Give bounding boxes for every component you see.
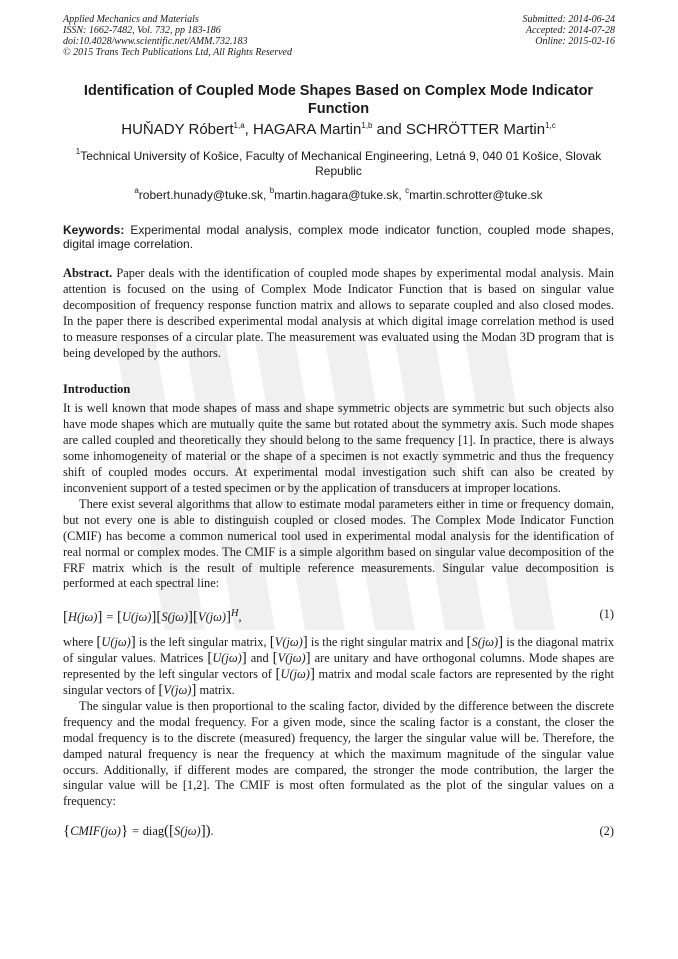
eq1-u: U(jω) bbox=[121, 610, 152, 625]
equation-number-2: (2) bbox=[599, 824, 614, 839]
keywords bbox=[63, 223, 614, 251]
submitted-date: Submitted: 2014-06-24 bbox=[522, 14, 615, 25]
affiliation-text: Technical University of Košice, Faculty of Mechanical Engineering, Letná 9, 040 01 Košice, Slovak Republic bbox=[80, 149, 602, 178]
equation-1: $[H(j\omega)] = [U(j\omega)][S(j\omega)][V(j\omega)]^H$, (1) bbox=[63, 603, 614, 625]
abstract-text: Paper deals with the identification of coupled mode shapes by experimental modal analysis. Main attention is focused on the using of Complex Mode Indicator Function that is based on singular value decomposition of frequency response function matrix and allows to separate coupled and also closed modes. In the paper there is described experimental modal analysis at which digital image correlation method is used to measure responses of a circular plate. The measurement was evaluated using the Modan 3D program that is being developed by the authors. bbox=[63, 266, 614, 360]
email-mark: b bbox=[269, 186, 275, 195]
math-v: [V(jω)] bbox=[272, 650, 311, 667]
eq1-v: V(jω) bbox=[198, 610, 227, 625]
journal-header-left bbox=[63, 14, 292, 58]
eq2-arg: S(jω) bbox=[174, 824, 201, 839]
paper-body bbox=[63, 82, 614, 842]
eq1-lhs: H(jω) bbox=[68, 610, 98, 625]
math-u: [U(jω)] bbox=[207, 650, 247, 667]
author-list bbox=[63, 121, 614, 139]
email-address[interactable]: robert.hunady@tuke.sk bbox=[138, 188, 264, 202]
doi-line: doi:10.4028/www.scientific.net/AMM.732.183 bbox=[63, 36, 248, 47]
paper-title: Identification of Coupled Mode Shapes Based on Complex Mode Indicator Function bbox=[83, 83, 594, 117]
keywords-text: Experimental modal analysis, complex mode indicator function, coupled mode shapes, digital image correlation. bbox=[63, 223, 614, 251]
email-address[interactable]: martin.schrotter@tuke.sk bbox=[409, 188, 543, 202]
copyright-line: © 2015 Trans Tech Publications Ltd, All Rights Reserved bbox=[63, 47, 292, 58]
journal-header-right bbox=[523, 14, 616, 47]
email-mark: c bbox=[405, 186, 410, 195]
author-name: HAGARA Martin bbox=[253, 121, 362, 138]
issn-line: ISSN: 1662-7482, Vol. 732, pp 183-186 bbox=[63, 25, 221, 36]
author-affiliation-mark: 1,b bbox=[361, 121, 373, 130]
eq1-sup: H bbox=[231, 608, 239, 620]
author-separator: , bbox=[244, 121, 253, 138]
intro-paragraph-3: where [U(jω)] is the left singular matrix, [V(jω)] is the right singular matrix and [S(jω)] is the diagonal matrix of singular values. Matrices [U(jω)] and [V(jω)] are unitary and have orthogonal columns. Mode shapes are represented by the left singular vectors of [U(jω)] matrix and modal scale factors are represented by the right singular vectors of [V(jω)] matrix. bbox=[63, 634, 615, 699]
email-address[interactable]: martin.hagara@tuke.sk bbox=[274, 188, 399, 202]
author-separator: and bbox=[372, 121, 406, 138]
equation-2: {CMIF(jω)} = diag([S(jω)]). (2) bbox=[63, 820, 614, 842]
math-v: [V(jω)] bbox=[269, 634, 308, 651]
keywords-label: Keywords: bbox=[63, 223, 125, 237]
email-list: $^a$robert.hunady@tuke.sk, $^b$martin.hagara@tuke.sk, $^c$martin.schrotter@tuke.sk bbox=[134, 186, 543, 202]
abstract bbox=[63, 266, 614, 361]
math-s: [S(jω)] bbox=[466, 634, 504, 651]
eq1-s: S(jω) bbox=[161, 610, 189, 625]
equation-number-1: (1) bbox=[599, 607, 614, 622]
math-u: [U(jω)] bbox=[96, 634, 136, 651]
affiliation-mark: 1 bbox=[75, 147, 81, 156]
author-name: HUŇADY Róbert bbox=[121, 121, 234, 138]
math-u: [U(jω)] bbox=[275, 666, 315, 683]
section-heading-introduction: Introduction bbox=[63, 382, 131, 397]
math-v: [V(jω)] bbox=[158, 682, 197, 699]
accepted-date: Accepted: 2014-07-28 bbox=[525, 25, 615, 36]
author-affiliation-mark: 1,c bbox=[545, 121, 556, 130]
abstract-label: Abstract. bbox=[63, 266, 113, 280]
eq2-function: diag bbox=[142, 824, 165, 839]
email-mark: a bbox=[134, 186, 139, 195]
intro-paragraph-4: The singular value is then proportional to the scaling factor, divided by the difference between the discrete frequency and the modal frequency. For a given mode, since the scaling factor is a constant, the closer the modal frequency is to the discrete (measured) frequency, the larger the singular value will be. Therefore, the damped natural frequency is near the frequency at which the maximum magnitude of the singular value occurs. Additionally, if different modes are compared, the stronger the mode contribution, the larger the singular value will be [1,2]. The CMIF is most often formulated as the plot of the singular values on a frequency: bbox=[63, 698, 614, 809]
author-affiliation-mark: 1,a bbox=[233, 121, 245, 130]
journal-name: Applied Mechanics and Materials bbox=[63, 14, 199, 25]
intro-paragraph-2: There exist several algorithms that allow to estimate modal parameters either in time or frequency domain, but not every one is able to distinguish coupled or closed modes. The Complex Mode Indicator Function (CMIF) has become a common numerical tool used in experimental modal analysis for the identification of real normal or complex modes. The CMIF is a simple algorithm based on singular value decomposition of the FRF matrix which is the result of multiple reference measurements. Singular value decomposition is performed at each spectral line: bbox=[63, 496, 614, 591]
author-name: SCHRÖTTER Martin bbox=[405, 121, 546, 138]
affiliation bbox=[63, 149, 614, 179]
online-date: Online: 2015-02-16 bbox=[535, 36, 615, 47]
eq2-lhs: CMIF(jω) bbox=[70, 824, 121, 839]
intro-paragraph-1: It is well known that mode shapes of mass and shape symmetric objects are symmetric but such objects also have mode shapes which are mutually quite the same but rotated about the symmetry axis. Such mode shapes are called coupled and theoretically they should belong to the same frequency [1]. In practice, there is always some inhomogeneity of material or the shape of a specimen is not exactly symmetric and thus the frequency shift of coupled modes occurs. At experimental modal investigation such shift can also be created by inconvenient support of a tested specimen or by the application of transducers at improper locations. bbox=[63, 401, 614, 495]
